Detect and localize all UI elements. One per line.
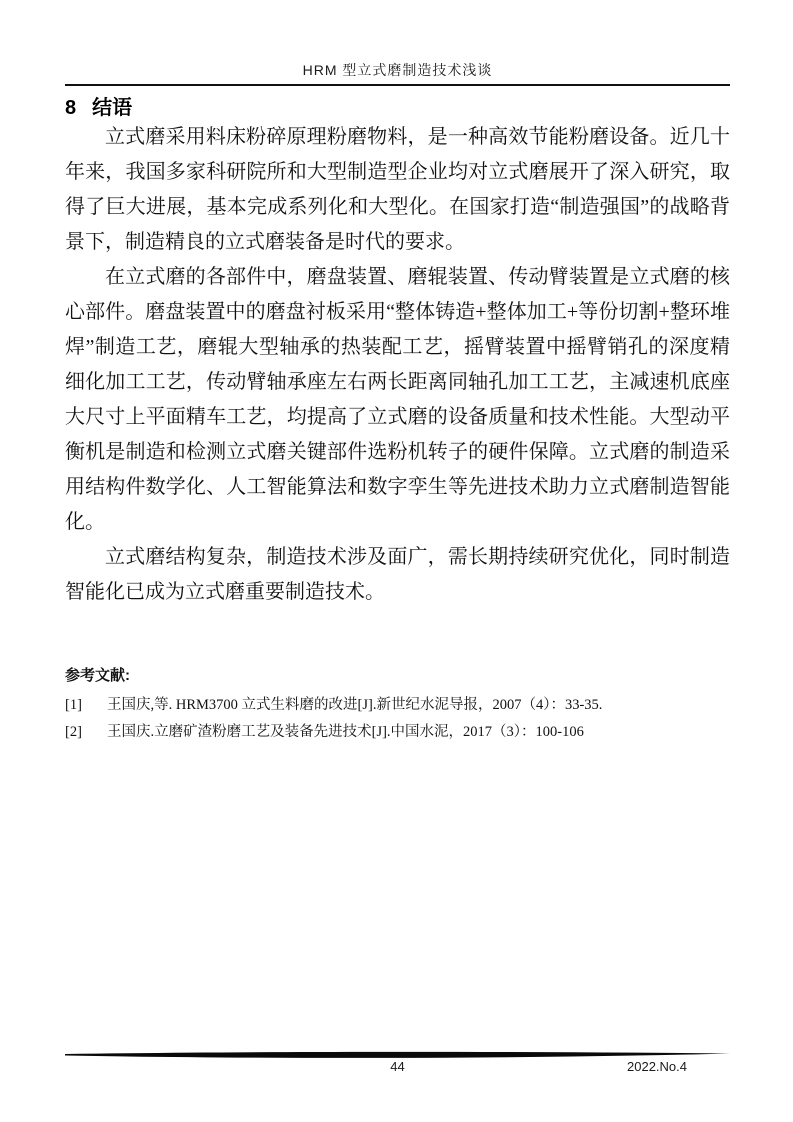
paragraph-1: 立式磨采用料床粉碎原理粉磨物料，是一种高效节能粉磨设备。近几十年来，我国多家科研院所和大型制造型企业均对立式磨展开了深入研究，取得了巨大进展，基本完成系列化和大型化。在国家打造“制造强国”的战略背景下，制造精良的立式磨装备是时代的要求。 — [65, 126, 730, 253]
reference-text: 王国庆.立磨矿渣粉磨工艺及装备先进技术[J].中国水泥，2017（3）：100-106 — [107, 724, 584, 740]
running-title: HRM 型立式磨制造技术浅谈 — [302, 62, 493, 78]
reference-text: 王国庆,等. HRM3700 立式生料磨的改进[J].新世纪水泥导报，2007（4）：33-35. — [107, 697, 603, 713]
body-text — [65, 120, 730, 610]
section-title: 结语 — [92, 97, 133, 119]
issue-label: 2022.No.4 — [627, 1059, 687, 1074]
paragraph-2: 在立式磨的各部件中，磨盘装置、磨辊装置、传动臂装置是立式磨的核心部件。磨盘装置中的磨盘衬板采用“整体铸造+整体加工+等份切割+整环堆焊”制造工艺，磨辊大型轴承的热装配工艺，摇臂装置中摇臂销孔的深度精细化加工工艺，传动臂轴承座左右两长距离同轴孔加工工艺，主减速机底座大尺寸上平面精车工艺，均提高了立式磨的设备质量和技术性能。大型动平衡机是制造和检测立式磨关键部件选粉机转子的硬件保障。立式磨的制造采用结构件数学化、人工智能算法和数字孪生等先进技术助力立式磨制造智能化。 — [65, 266, 730, 533]
section-heading — [65, 91, 132, 120]
reference-marker: [1] — [65, 697, 82, 713]
section-number: 8 — [65, 97, 77, 119]
reference-item — [65, 719, 730, 746]
header-rule — [65, 84, 730, 86]
running-header — [65, 60, 730, 80]
reference-marker: [2] — [65, 724, 82, 740]
reference-item — [65, 692, 730, 719]
paragraph-3: 立式磨结构复杂，制造技术涉及面广，需长期持续研究优化，同时制造智能化已成为立式磨重要制造技术。 — [65, 546, 730, 603]
references-label: 参考文献: — [65, 667, 130, 684]
references-section — [65, 664, 730, 746]
page-number: 44 — [390, 1059, 405, 1074]
